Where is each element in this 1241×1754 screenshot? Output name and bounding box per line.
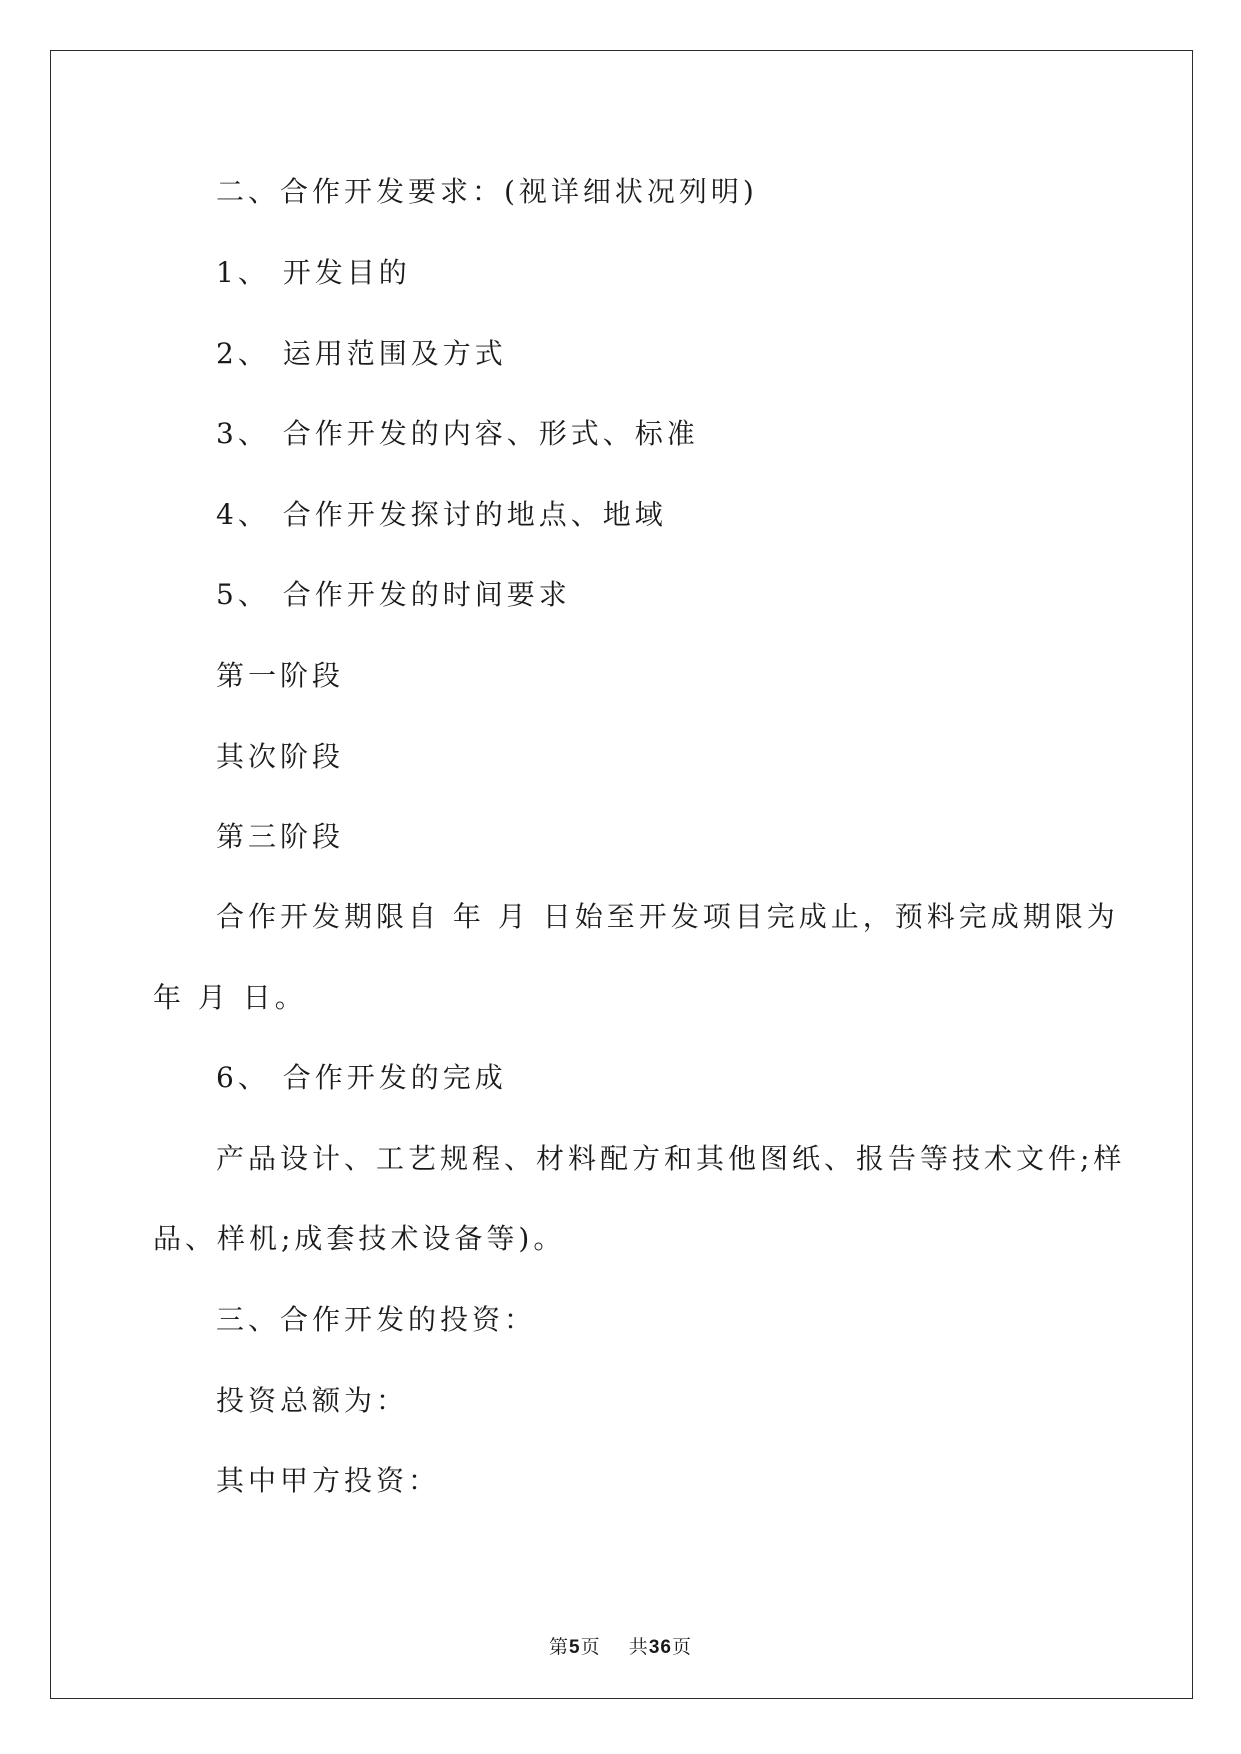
total-pages: 36: [648, 1637, 672, 1658]
list-item-6: 6、 合作开发的完成: [216, 1061, 507, 1094]
list-item-5: 5、 合作开发的时间要求: [216, 578, 571, 611]
page-number: 5: [569, 1637, 581, 1658]
footer-page-suffix: 页: [580, 1636, 601, 1658]
list-item-3: 3、 合作开发的内容、形式、标准: [216, 417, 699, 450]
paragraph-deliverables-line-1: 产品设计、工艺规程、材料配方和其他图纸、报告等技术文件;样: [216, 1142, 1126, 1175]
section-heading-2: 二、合作开发要求：(视详细状况列明): [216, 175, 758, 208]
footer-total-suffix: 页: [671, 1636, 692, 1658]
section-heading-3: 三、合作开发的投资：: [216, 1303, 537, 1336]
paragraph-period-line-1: 合作开发期限自 年 月 日始至开发项目完成止，预料完成期限为: [216, 900, 1119, 933]
stage-1: 第一阶段: [216, 659, 345, 692]
footer-total-prefix: 共: [628, 1636, 649, 1658]
paragraph-deliverables-line-2: 品、样机;成套技术设备等)。: [153, 1222, 566, 1255]
list-item-2: 2、 运用范围及方式: [216, 337, 507, 370]
list-item-1: 1、 开发目的: [216, 256, 411, 289]
stage-2: 其次阶段: [216, 740, 345, 773]
stage-3: 第三阶段: [216, 820, 345, 853]
page-footer: [0, 1632, 1241, 1659]
investment-total: 投资总额为：: [216, 1384, 409, 1417]
page-border: [50, 50, 1193, 1699]
footer-prefix: 第: [549, 1636, 570, 1658]
paragraph-period-line-2: 年 月 日。: [153, 981, 307, 1014]
investment-party-a: 其中甲方投资：: [216, 1464, 441, 1497]
list-item-4: 4、 合作开发探讨的地点、地域: [216, 498, 667, 531]
